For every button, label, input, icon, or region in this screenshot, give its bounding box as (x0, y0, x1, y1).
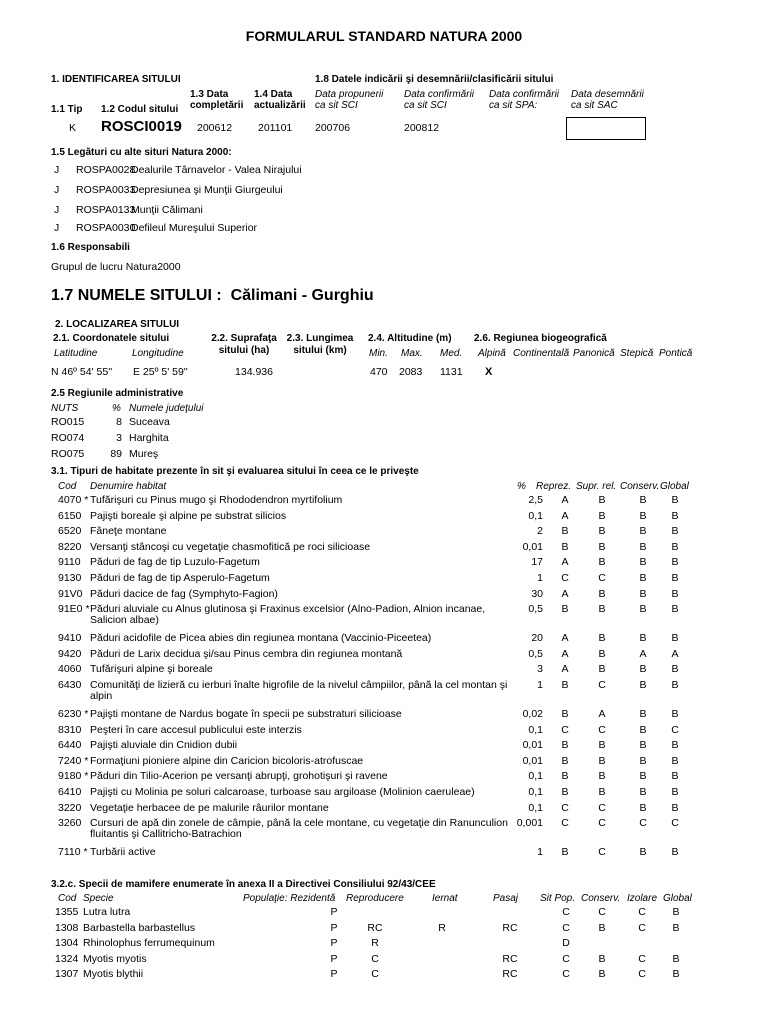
habitat-name: fluitantis şi Callitricho-Batrachion (90, 828, 242, 841)
nuts-code: RO075 (51, 448, 85, 460)
nuts-code: RO015 (51, 416, 85, 428)
habitat-code: 91V0 (58, 587, 83, 600)
s31-col-pct: % (517, 481, 526, 492)
s32-col-pop: Populaţie: Rezidentă (243, 893, 336, 904)
species-code: 1304 (55, 937, 79, 949)
pop-rezidenta: P (330, 921, 338, 934)
habitat-conserv: B (639, 786, 647, 798)
habitat-pct: 0,5 (528, 647, 543, 660)
habitat-reprez: B (561, 525, 569, 538)
habitat-code: 6150 (58, 509, 82, 522)
species-name: Rhinolophus ferrumequinum (83, 937, 215, 949)
species-code: 1308 (55, 921, 79, 934)
habitat-conserv: B (639, 679, 647, 691)
habitat-global: B (671, 663, 679, 676)
species-global: B (672, 968, 680, 980)
habitat-pct: 20 (531, 632, 543, 645)
habitat-name: Păduri de fag de tip Luzulo-Fagetum (90, 556, 260, 569)
s18-col-3: Data desemnării ca sit SAC (571, 89, 644, 111)
coord-label: 2.1. Coordonatele sitului (53, 333, 170, 344)
habitat-reprez: B (561, 603, 569, 616)
link-type: J (54, 164, 60, 176)
habitat-pct: 30 (531, 587, 543, 600)
s15-heading: 1.5 Legături cu alte situri Natura 2000: (51, 147, 232, 158)
habitat-code: 6520 (58, 525, 82, 538)
habitat-supr-rel: C (598, 801, 606, 814)
species-name: Myotis blythii (83, 968, 144, 980)
s31-col-supr: Supr. rel. (576, 481, 617, 492)
habitat-reprez: A (561, 663, 569, 676)
page-title: FORMULARUL STANDARD NATURA 2000 (245, 28, 523, 44)
habitat-pct: 0,1 (528, 509, 543, 522)
habitat-reprez: B (561, 786, 569, 798)
sit-pop: C (562, 921, 570, 934)
habitat-global: B (671, 509, 679, 522)
sit-pop: C (562, 952, 570, 965)
habitat-supr-rel: B (598, 540, 606, 553)
data-desemnarii-box (566, 117, 646, 140)
habitat-code: 4070 * (58, 494, 89, 506)
habitat-reprez: A (561, 632, 569, 645)
alt-min-label: Min. (369, 348, 388, 359)
s31-col-rep: Reprez. (536, 481, 572, 492)
reg-mark: X (485, 366, 493, 378)
sit-pop: C (562, 968, 570, 980)
habitat-code: 6430 (58, 679, 82, 691)
cod-label: 1.2 Codul sitului (101, 104, 179, 115)
alt-label: 2.4. Altitudine (m) (368, 333, 452, 344)
s18-heading: 1.8 Datele indicării şi desemnării/clasificării sitului (315, 74, 554, 85)
habitat-global: B (671, 679, 679, 691)
habitat-pct: 0,02 (522, 708, 543, 720)
habitat-code: 91E0 * (58, 603, 90, 616)
habitat-code: 7240 * (58, 754, 89, 767)
county-name: Mureş (129, 448, 159, 460)
habitat-code: 4060 (58, 663, 82, 676)
habitat-reprez: C (561, 572, 569, 584)
species-izolare: C (638, 921, 646, 934)
s31-heading: 3.1. Tipuri de habitate prezente în sit şi evaluarea sitului în ceea ce le priveşte (51, 466, 419, 477)
habitat-conserv: B (639, 509, 647, 522)
s31-col-glob: Global (660, 481, 689, 492)
habitat-global: A (671, 647, 679, 660)
data-completarii-label: 1.3 Data completării (190, 89, 244, 111)
s31-col-cod: Cod (58, 481, 77, 492)
habitat-pct: 1 (537, 846, 543, 859)
s32-col-izo: Izolare (627, 893, 658, 904)
habitat-reprez: A (561, 587, 569, 600)
habitat-pct: 2 (537, 525, 543, 538)
pop-rezidenta: P (330, 952, 338, 965)
habitat-pct: 0,01 (522, 754, 543, 767)
habitat-reprez: A (561, 509, 569, 522)
sit-pop: C (562, 906, 570, 918)
link-code: ROSPA0033 (76, 184, 136, 196)
habitat-reprez: B (561, 846, 569, 859)
habitat-code: 8310 (58, 723, 82, 736)
alt-min-value: 470 (370, 366, 388, 378)
habitat-pct: 0,001 (516, 817, 543, 830)
link-name: Depresiunea şi Munţii Giurgeului (131, 184, 283, 196)
habitat-supr-rel: B (598, 770, 606, 783)
species-name: Myotis myotis (83, 952, 147, 965)
habitat-conserv: B (639, 587, 647, 600)
tip-value: K (69, 122, 77, 134)
habitat-conserv: B (639, 632, 647, 645)
habitat-conserv: B (639, 801, 647, 814)
habitat-name: Păduri acidofile de Picea abies din regiunea montana (Vaccinio-Piceetea) (90, 632, 432, 645)
nuts-pct: 89 (110, 448, 122, 460)
s2-heading: 2. LOCALIZAREA SITULUI (55, 319, 180, 330)
habitat-pct: 3 (537, 663, 543, 676)
habitat-pct: 0,1 (528, 786, 543, 798)
habitat-supr-rel: B (598, 587, 606, 600)
habitat-conserv: B (639, 739, 647, 752)
pop-rezidenta: P (330, 906, 338, 918)
habitat-global: B (671, 556, 679, 569)
species-conserv: B (598, 921, 606, 934)
supr-value: 134.936 (235, 366, 273, 378)
habitat-name: Salicion albae) (90, 614, 159, 627)
s32-col-cod: Cod (58, 893, 77, 904)
habitat-conserv: B (639, 572, 647, 584)
habitat-name: Turbării active (90, 846, 156, 859)
habitat-reprez: B (561, 679, 569, 691)
habitat-global: B (671, 739, 679, 752)
habitat-name: alpin (90, 690, 113, 702)
habitat-supr-rel: B (598, 509, 606, 522)
s31-col-cons: Conserv. (620, 481, 660, 492)
habitat-reprez: B (561, 540, 569, 553)
species-global: B (672, 952, 680, 965)
species-izolare: C (638, 906, 646, 918)
habitat-conserv: C (639, 817, 647, 830)
data-actualizarii-label: 1.4 Data actualizării (254, 89, 306, 111)
habitat-name: Versanţi stâncoşi cu vegetaţie chasmofitică pe roci silicioase (90, 540, 371, 553)
s32-col-sit: Sit Pop. (540, 893, 576, 904)
pop-reproducere: R (371, 937, 379, 949)
habitat-pct: 1 (537, 572, 543, 584)
habitat-name: Păduri de fag de tip Asperulo-Fagetum (90, 572, 270, 584)
habitat-supr-rel: B (598, 525, 606, 538)
s32-heading: 3.2.c. Specii de mamifere enumerate în anexa II a Directivei Consiliului 92/43/CEE (51, 879, 436, 890)
habitat-name: Pajişti cu Molinia pe soluri calcaroase, turboase sau argiloase (Molinion caeruleae) (90, 786, 475, 798)
habitat-reprez: B (561, 754, 569, 767)
habitat-conserv: B (639, 556, 647, 569)
habitat-global: B (671, 540, 679, 553)
habitat-conserv: B (639, 770, 647, 783)
habitat-reprez: B (561, 708, 569, 720)
alt-med-label: Med. (440, 348, 463, 359)
reg-col-pontica: Pontică (659, 348, 693, 359)
species-global: B (672, 906, 680, 918)
s18-col-0: Data propunerii ca sit SCI (315, 89, 384, 111)
lon-label: Longitudine (132, 348, 184, 359)
s32-col-cons: Conserv. (581, 893, 621, 904)
lat-label: Latitudine (54, 348, 98, 359)
species-code: 1324 (55, 952, 79, 965)
link-type: J (54, 184, 60, 196)
habitat-global: B (671, 632, 679, 645)
habitat-global: B (671, 754, 679, 767)
species-izolare: C (638, 968, 646, 980)
habitat-name: Vegetaţie herbacee de pe malurile râurilor montane (90, 801, 329, 814)
nuts-label: NUTS (51, 403, 79, 414)
habitat-global: B (671, 770, 679, 783)
habitat-code: 9130 (58, 572, 82, 584)
s32-col-glob: Global (663, 893, 692, 904)
habitat-pct: 17 (531, 556, 543, 569)
s32-col-iern: Iernat (432, 893, 458, 904)
alt-max-label: Max. (401, 348, 423, 359)
reg-col-panonica: Panonică (573, 348, 615, 359)
pop-pasaj: RC (502, 968, 518, 980)
lat-value: N 46º 54' 55'' (51, 366, 113, 378)
habitat-name: Tufărişuri alpine şi boreale (90, 663, 213, 676)
habitat-conserv: B (639, 663, 647, 676)
tip-label: 1.1 Tip (51, 104, 83, 115)
s32-col-sp: Specie (83, 893, 114, 904)
habitat-supr-rel: C (598, 817, 606, 830)
habitat-name: Pajişti aluviale din Cnidion dubii (90, 739, 238, 752)
habitat-supr-rel: B (598, 786, 606, 798)
habitat-name: Păduri aluviale cu Alnus glutinosa şi Fraxinus excelsior (Alno-Padion, Alnion incanae, (90, 603, 486, 616)
s32-col-rep: Reproducere (346, 893, 404, 904)
link-code: ROSPA0030 (76, 222, 136, 234)
species-name: Barbastella barbastellus (83, 921, 196, 934)
habitat-name: Păduri de Larix decidua şi/sau Pinus cembra din regiunea montană (90, 647, 403, 660)
habitat-code: 6230 * (58, 708, 89, 720)
site-name-label: 1.7 NUMELE SITULUI : (51, 287, 222, 304)
habitat-code: 3260 (58, 817, 82, 830)
responsabili-value: Grupul de lucru Natura2000 (51, 261, 181, 273)
lung-label: 2.3. Lungimea sitului (km) (286, 333, 354, 356)
habitat-conserv: B (639, 846, 647, 859)
species-code: 1355 (55, 906, 79, 918)
habitat-code: 3220 (58, 801, 82, 814)
habitat-supr-rel: C (598, 679, 606, 691)
pop-pasaj: RC (502, 952, 518, 965)
reg-col-alpina: Alpină (478, 348, 506, 359)
habitat-code: 6440 (58, 739, 82, 752)
habitat-name: Comunităţi de lizieră cu ierburi înalte higrofile de la nivelul câmpiilor, până la cel montan şi (90, 679, 508, 691)
habitat-supr-rel: C (598, 723, 606, 736)
pct-label: % (112, 403, 121, 414)
link-code: ROSPA0028 (76, 164, 136, 176)
habitat-pct: 2,5 (528, 494, 543, 506)
habitat-code: 6410 (58, 786, 82, 798)
s16-heading: 1.6 Responsabili (51, 242, 130, 253)
s18-col-1: Data confirmării ca sit SCI (404, 89, 475, 111)
s18-col-2: Data confirmării ca sit SPA: (489, 89, 560, 111)
habitat-name: Păduri dacice de fag (Symphyto-Fagion) (90, 587, 278, 600)
data-completarii-value: 200612 (197, 122, 233, 134)
habitat-supr-rel: A (598, 708, 606, 720)
species-conserv: C (598, 906, 606, 918)
habitat-code: 9110 (58, 556, 81, 569)
habitat-name: Formaţiuni pioniere alpine din Caricion bicoloris-atrofuscae (90, 754, 364, 767)
habitat-reprez: C (561, 817, 569, 830)
link-code: ROSPA0133 (76, 204, 136, 216)
site-name-heading (51, 287, 374, 305)
reg-col-continentala: Continentală (513, 348, 570, 359)
habitat-global: B (671, 525, 679, 538)
pop-iernat: R (438, 921, 446, 934)
habitat-name: Cursuri de apă din zonele de câmpie, până la cele montane, cu vegetaţie din Ranunculion (90, 817, 508, 830)
habitat-global: B (671, 846, 679, 859)
county-name: Suceava (129, 416, 170, 428)
habitat-code: 7110 * (58, 846, 88, 859)
habitat-global: B (671, 786, 679, 798)
habitat-name: Tufărişuri cu Pinus mugo şi Rhododendron myrtifolium (90, 494, 343, 506)
nuts-pct: 8 (116, 416, 122, 428)
species-conserv: B (598, 968, 606, 980)
habitat-global: B (671, 801, 679, 814)
habitat-reprez: B (561, 770, 569, 783)
habitat-supr-rel: B (598, 754, 606, 767)
habitat-global: B (671, 708, 679, 720)
habitat-global: B (671, 572, 679, 584)
habitat-conserv: B (639, 723, 647, 736)
habitat-conserv: B (639, 603, 647, 616)
habitat-global: C (671, 817, 679, 830)
habitat-global: C (671, 723, 679, 736)
link-type: J (54, 222, 60, 234)
reg-label: 2.6. Regiunea biogeografică (474, 333, 607, 344)
pop-reproducere: RC (367, 921, 383, 934)
habitat-supr-rel: C (598, 846, 606, 859)
habitat-code: 9180 * (58, 770, 89, 783)
habitat-supr-rel: B (598, 647, 606, 660)
habitat-name: Peşteri în care accesul publicului este interzis (90, 723, 302, 736)
species-name: Lutra lutra (83, 906, 131, 918)
habitat-supr-rel: B (598, 603, 606, 616)
species-conserv: B (598, 952, 606, 965)
habitat-pct: 1 (537, 679, 543, 691)
habitat-pct: 0,1 (528, 723, 543, 736)
habitat-supr-rel: B (598, 663, 606, 676)
jud-label: Numele judeţului (129, 403, 204, 414)
habitat-name: Fâneţe montane (90, 525, 167, 538)
pop-reproducere: C (371, 952, 379, 965)
habitat-supr-rel: B (598, 632, 606, 645)
habitat-supr-rel: B (598, 494, 606, 506)
habitat-name: Păduri din Tilio-Acerion pe versanţi abrupţi, grohotişuri şi ravene (90, 770, 388, 783)
pop-reproducere: C (371, 968, 379, 980)
habitat-conserv: B (639, 754, 647, 767)
reg-col-stepica: Stepică (620, 348, 654, 359)
data-propunerii-value: 200706 (315, 122, 351, 134)
link-name: Defileul Mureşului Superior (131, 222, 258, 234)
alt-med-value: 1131 (440, 366, 463, 378)
habitat-pct: 0,1 (528, 801, 543, 814)
habitat-global: B (671, 494, 679, 506)
habitat-reprez: C (561, 801, 569, 814)
habitat-code: 8220 (58, 540, 82, 553)
s31-col-den: Denumire habitat (90, 481, 167, 492)
habitat-pct: 0,5 (528, 603, 543, 616)
habitat-name: Pajişti boreale şi alpine pe substrat silicios (90, 509, 287, 522)
habitat-code: 9420 (58, 647, 82, 660)
habitat-conserv: B (639, 494, 647, 506)
habitat-global: B (671, 603, 679, 616)
site-name: Călimani - Gurghiu (230, 287, 374, 304)
habitat-reprez: A (561, 494, 569, 506)
supr-label: 2.2. Suprafaţa sitului (ha) (211, 333, 277, 356)
species-global: B (672, 921, 680, 934)
alt-max-value: 2083 (399, 366, 423, 378)
habitat-global: B (671, 587, 679, 600)
habitat-pct: 0,01 (522, 540, 543, 553)
data-confirmarii-value: 200812 (404, 122, 440, 134)
pop-pasaj: RC (502, 921, 518, 934)
link-name: Munţii Călimani (131, 204, 203, 216)
s25-heading: 2.5 Regiunile administrative (51, 388, 184, 399)
habitat-reprez: C (561, 723, 569, 736)
habitat-code: 9410 (58, 632, 82, 645)
pop-rezidenta: P (330, 968, 338, 980)
habitat-reprez: B (561, 739, 569, 752)
habitat-conserv: B (639, 525, 647, 538)
habitat-reprez: A (561, 556, 569, 569)
habitat-supr-rel: B (598, 556, 606, 569)
species-izolare: C (638, 952, 646, 965)
county-name: Harghita (129, 432, 169, 444)
lon-value: E 25º 5' 59'' (133, 366, 188, 378)
habitat-pct: 0,01 (522, 739, 543, 752)
s32-col-pas: Pasaj (493, 893, 519, 904)
habitat-conserv: B (639, 540, 647, 553)
habitat-reprez: A (561, 647, 569, 660)
data-actualizarii-value: 201101 (258, 122, 293, 134)
nuts-pct: 3 (116, 432, 122, 444)
sit-pop: D (562, 937, 570, 949)
s1-heading: 1. IDENTIFICAREA SITULUI (51, 74, 181, 85)
nuts-code: RO074 (51, 432, 85, 444)
link-type: J (54, 204, 60, 216)
link-name: Dealurile Târnavelor - Valea Nirajului (131, 164, 302, 176)
habitat-conserv: A (639, 647, 647, 660)
habitat-name: Pajişti montane de Nardus bogate în specii pe substraturi silicioase (90, 708, 402, 720)
pop-rezidenta: P (330, 937, 338, 949)
habitat-pct: 0,1 (528, 770, 543, 783)
habitat-conserv: B (639, 708, 647, 720)
species-code: 1307 (55, 968, 79, 980)
habitat-supr-rel: B (598, 739, 606, 752)
site-code: ROSCI0019 (101, 118, 182, 135)
habitat-supr-rel: C (598, 572, 606, 584)
